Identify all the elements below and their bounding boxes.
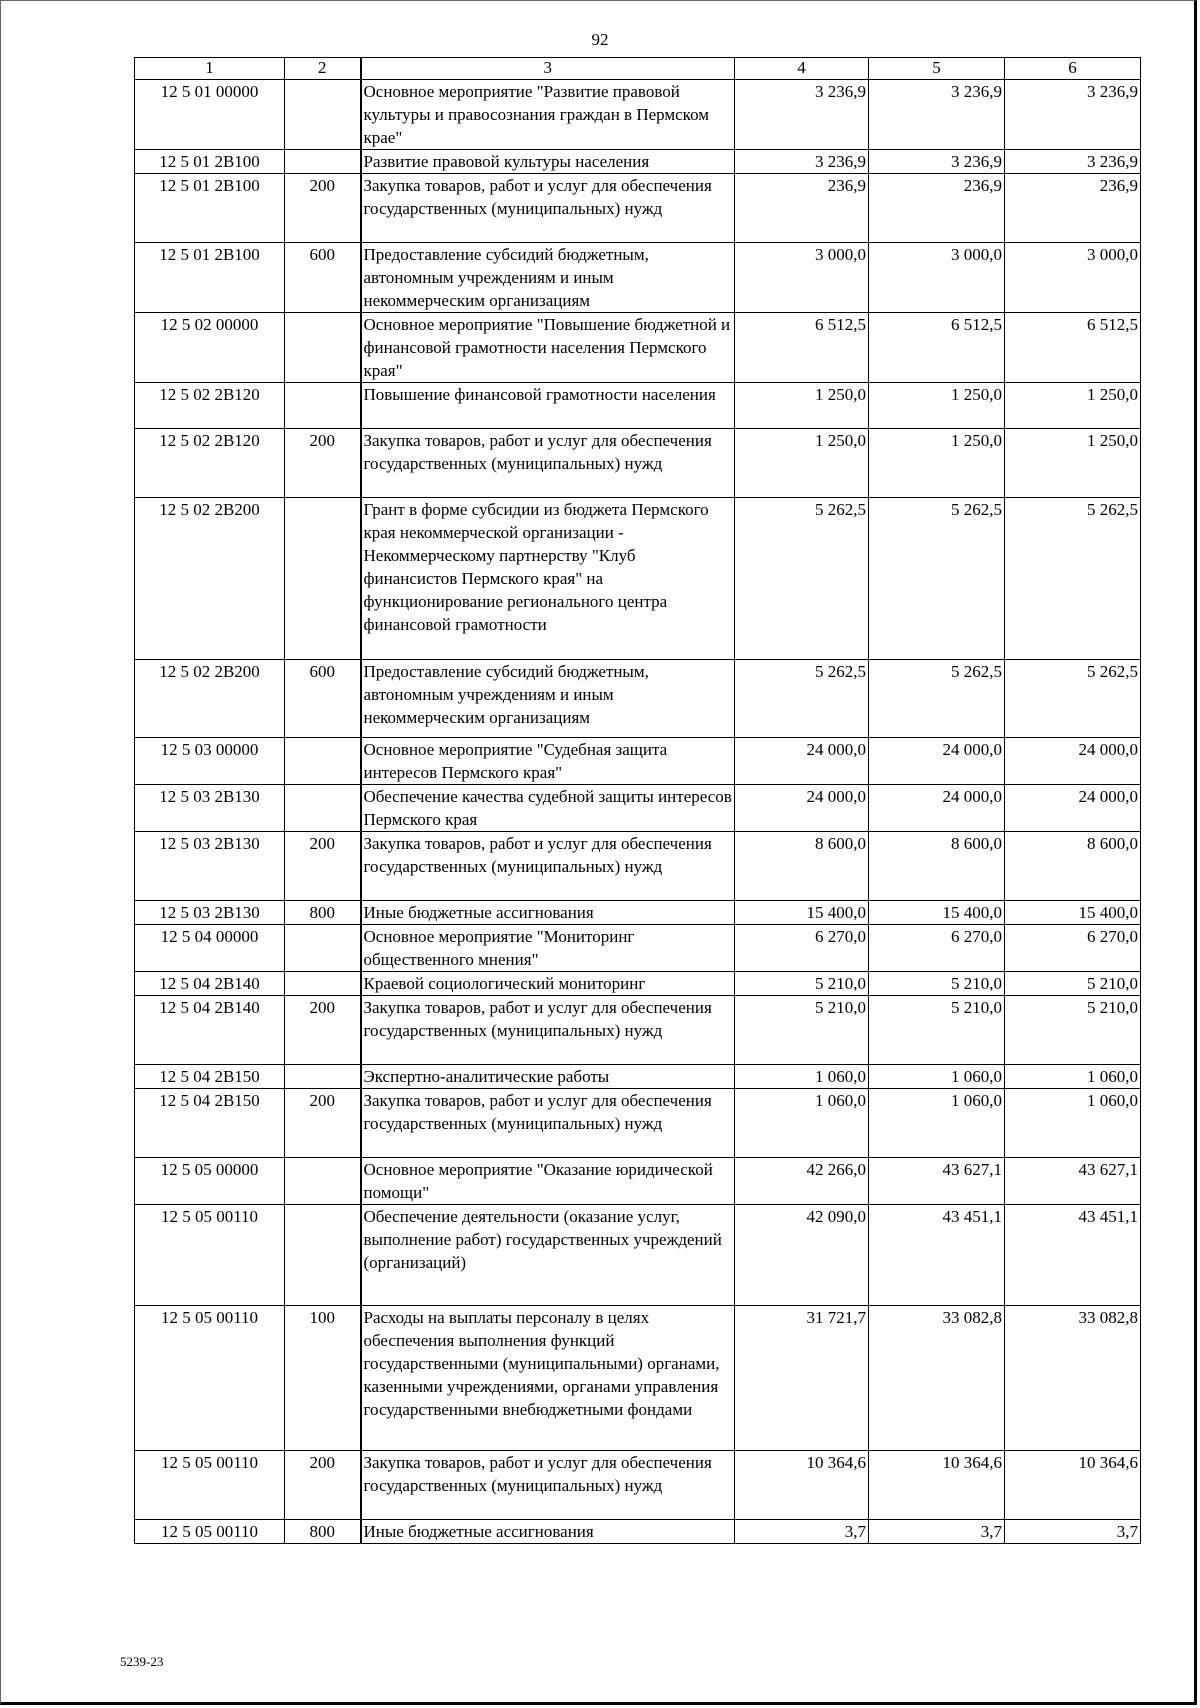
amount-col6-cell: 236,9 — [1005, 174, 1141, 243]
name-cell: Обеспечение качества судебной защиты интересов Пермского края — [361, 785, 735, 832]
amount-col6-cell: 10 364,6 — [1005, 1451, 1141, 1520]
amount-col4-cell: 5 262,5 — [735, 660, 869, 738]
code-cell: 12 5 02 2В200 — [135, 660, 285, 738]
table-row — [135, 429, 1141, 498]
table-row — [135, 738, 1141, 785]
amount-col5-cell: 1 250,0 — [869, 429, 1005, 498]
amount-col5-cell: 3 000,0 — [869, 243, 1005, 313]
table-row — [135, 313, 1141, 383]
amount-col4-cell: 5 210,0 — [735, 972, 869, 996]
expense-type-cell: 200 — [285, 996, 361, 1065]
name-cell: Грант в форме субсидии из бюджета Пермского края некоммерческой организации - Некоммерческому партнерству "Клуб финансистов Пермского края" на функционирование регионального центра финансовой грамотности — [361, 498, 735, 660]
table-header-row — [135, 58, 1141, 80]
amount-col4-cell: 1 060,0 — [735, 1089, 869, 1158]
code-cell: 12 5 02 2В200 — [135, 498, 285, 660]
amount-col4-cell: 1 250,0 — [735, 383, 869, 429]
expense-type-cell — [285, 738, 361, 785]
name-cell: Краевой социологический мониторинг — [361, 972, 735, 996]
expense-type-cell — [285, 313, 361, 383]
table-row — [135, 785, 1141, 832]
amount-col4-cell: 42 090,0 — [735, 1205, 869, 1306]
name-cell: Обеспечение деятельности (оказание услуг, выполнение работ) государственных учреждений (организаций) — [361, 1205, 735, 1306]
code-cell: 12 5 05 00110 — [135, 1520, 285, 1544]
amount-col5-cell: 43 627,1 — [869, 1158, 1005, 1205]
amount-col5-cell: 1 060,0 — [869, 1065, 1005, 1089]
amount-col4-cell: 3,7 — [735, 1520, 869, 1544]
name-cell: Основное мероприятие "Повышение бюджетной и финансовой грамотности населения Пермского края" — [361, 313, 735, 383]
page-number: 92 — [591, 30, 609, 49]
name-cell: Закупка товаров, работ и услуг для обеспечения государственных (муниципальных) нужд — [361, 429, 735, 498]
expense-type-cell — [285, 972, 361, 996]
amount-col5-cell: 3 236,9 — [869, 80, 1005, 150]
document-code: 5239-23 — [120, 1654, 164, 1669]
amount-col6-cell: 8 600,0 — [1005, 832, 1141, 901]
header-cell: 1 — [135, 58, 285, 80]
amount-col4-cell: 1 250,0 — [735, 429, 869, 498]
code-cell: 12 5 05 00110 — [135, 1451, 285, 1520]
amount-col5-cell: 24 000,0 — [869, 738, 1005, 785]
expense-type-cell: 200 — [285, 174, 361, 243]
name-cell: Иные бюджетные ассигнования — [361, 901, 735, 925]
code-cell: 12 5 04 2В150 — [135, 1065, 285, 1089]
table-row — [135, 243, 1141, 313]
amount-col6-cell: 1 060,0 — [1005, 1089, 1141, 1158]
amount-col6-cell: 5 262,5 — [1005, 660, 1141, 738]
table-row — [135, 150, 1141, 174]
amount-col5-cell: 15 400,0 — [869, 901, 1005, 925]
code-cell: 12 5 05 00110 — [135, 1306, 285, 1451]
amount-col6-cell: 43 451,1 — [1005, 1205, 1141, 1306]
code-cell: 12 5 03 2В130 — [135, 901, 285, 925]
expense-type-cell — [285, 1065, 361, 1089]
amount-col5-cell: 33 082,8 — [869, 1306, 1005, 1451]
header-cell: 6 — [1005, 58, 1141, 80]
amount-col5-cell: 43 451,1 — [869, 1205, 1005, 1306]
expense-type-cell — [285, 925, 361, 972]
amount-col5-cell: 1 250,0 — [869, 383, 1005, 429]
table-row — [135, 1451, 1141, 1520]
table-row — [135, 80, 1141, 150]
header-cell: 5 — [869, 58, 1005, 80]
amount-col5-cell: 24 000,0 — [869, 785, 1005, 832]
amount-col6-cell: 43 627,1 — [1005, 1158, 1141, 1205]
code-cell: 12 5 02 2В120 — [135, 429, 285, 498]
amount-col5-cell: 5 262,5 — [869, 498, 1005, 660]
table-row — [135, 1205, 1141, 1306]
amount-col4-cell: 236,9 — [735, 174, 869, 243]
table-row — [135, 996, 1141, 1065]
amount-col6-cell: 1 250,0 — [1005, 429, 1141, 498]
expense-type-cell: 200 — [285, 1089, 361, 1158]
amount-col4-cell: 5 262,5 — [735, 498, 869, 660]
amount-col6-cell: 1 250,0 — [1005, 383, 1141, 429]
expense-type-cell — [285, 383, 361, 429]
amount-col5-cell: 5 210,0 — [869, 972, 1005, 996]
amount-col5-cell: 6 270,0 — [869, 925, 1005, 972]
amount-col5-cell: 10 364,6 — [869, 1451, 1005, 1520]
budget-table — [134, 57, 1141, 1544]
header-cell: 4 — [735, 58, 869, 80]
table-row — [135, 832, 1141, 901]
amount-col4-cell: 15 400,0 — [735, 901, 869, 925]
code-cell: 12 5 04 2В140 — [135, 996, 285, 1065]
code-cell: 12 5 03 2В130 — [135, 832, 285, 901]
code-cell: 12 5 03 2В130 — [135, 785, 285, 832]
amount-col6-cell: 3 000,0 — [1005, 243, 1141, 313]
name-cell: Экспертно-аналитические работы — [361, 1065, 735, 1089]
table-row — [135, 972, 1141, 996]
amount-col5-cell: 1 060,0 — [869, 1089, 1005, 1158]
amount-col4-cell: 8 600,0 — [735, 832, 869, 901]
name-cell: Расходы на выплаты персоналу в целях обеспечения выполнения функций государственными (муниципальными) органами, казенными учреждениями, органами управления государственными внебюджетными фондами — [361, 1306, 735, 1451]
amount-col4-cell: 6 512,5 — [735, 313, 869, 383]
expense-type-cell: 800 — [285, 901, 361, 925]
expense-type-cell: 200 — [285, 832, 361, 901]
amount-col5-cell: 236,9 — [869, 174, 1005, 243]
expense-type-cell: 200 — [285, 429, 361, 498]
code-cell: 12 5 04 00000 — [135, 925, 285, 972]
code-cell: 12 5 01 2В100 — [135, 174, 285, 243]
amount-col4-cell: 5 210,0 — [735, 996, 869, 1065]
amount-col6-cell: 33 082,8 — [1005, 1306, 1141, 1451]
name-cell: Закупка товаров, работ и услуг для обеспечения государственных (муниципальных) нужд — [361, 174, 735, 243]
header-cell: 2 — [285, 58, 361, 80]
code-cell: 12 5 01 2В100 — [135, 150, 285, 174]
amount-col5-cell: 3 236,9 — [869, 150, 1005, 174]
code-cell: 12 5 03 00000 — [135, 738, 285, 785]
code-cell: 12 5 05 00110 — [135, 1205, 285, 1306]
table-row — [135, 174, 1141, 243]
amount-col4-cell: 1 060,0 — [735, 1065, 869, 1089]
table-row — [135, 1089, 1141, 1158]
code-cell: 12 5 04 2В150 — [135, 1089, 285, 1158]
amount-col6-cell: 24 000,0 — [1005, 785, 1141, 832]
expense-type-cell — [285, 80, 361, 150]
expense-type-cell: 600 — [285, 660, 361, 738]
amount-col4-cell: 31 721,7 — [735, 1306, 869, 1451]
name-cell: Повышение финансовой грамотности населения — [361, 383, 735, 429]
amount-col4-cell: 24 000,0 — [735, 738, 869, 785]
expense-type-cell — [285, 498, 361, 660]
code-cell: 12 5 02 2В120 — [135, 383, 285, 429]
amount-col4-cell: 24 000,0 — [735, 785, 869, 832]
amount-col4-cell: 3 236,9 — [735, 80, 869, 150]
amount-col5-cell: 3,7 — [869, 1520, 1005, 1544]
amount-col6-cell: 5 210,0 — [1005, 996, 1141, 1065]
expense-type-cell: 200 — [285, 1451, 361, 1520]
amount-col6-cell: 5 210,0 — [1005, 972, 1141, 996]
expense-type-cell — [285, 1205, 361, 1306]
name-cell: Предоставление субсидий бюджетным, автономным учреждениям и иным некоммерческим организациям — [361, 243, 735, 313]
code-cell: 12 5 04 2В140 — [135, 972, 285, 996]
name-cell: Закупка товаров, работ и услуг для обеспечения государственных (муниципальных) нужд — [361, 1089, 735, 1158]
amount-col4-cell: 3 236,9 — [735, 150, 869, 174]
name-cell: Основное мероприятие "Развитие правовой культуры и правосознания граждан в Пермском крае" — [361, 80, 735, 150]
amount-col5-cell: 5 210,0 — [869, 996, 1005, 1065]
amount-col4-cell: 42 266,0 — [735, 1158, 869, 1205]
table-row — [135, 1520, 1141, 1544]
expense-type-cell: 600 — [285, 243, 361, 313]
amount-col6-cell: 3,7 — [1005, 1520, 1141, 1544]
code-cell: 12 5 01 00000 — [135, 80, 285, 150]
amount-col5-cell: 6 512,5 — [869, 313, 1005, 383]
expense-type-cell: 100 — [285, 1306, 361, 1451]
code-cell: 12 5 01 2В100 — [135, 243, 285, 313]
amount-col5-cell: 5 262,5 — [869, 660, 1005, 738]
name-cell: Основное мероприятие "Оказание юридической помощи" — [361, 1158, 735, 1205]
amount-col4-cell: 3 000,0 — [735, 243, 869, 313]
name-cell: Закупка товаров, работ и услуг для обеспечения государственных (муниципальных) нужд — [361, 996, 735, 1065]
amount-col5-cell: 8 600,0 — [869, 832, 1005, 901]
amount-col4-cell: 6 270,0 — [735, 925, 869, 972]
table-row — [135, 901, 1141, 925]
amount-col6-cell: 6 512,5 — [1005, 313, 1141, 383]
name-cell: Закупка товаров, работ и услуг для обеспечения государственных (муниципальных) нужд — [361, 1451, 735, 1520]
expense-type-cell: 800 — [285, 1520, 361, 1544]
amount-col6-cell: 3 236,9 — [1005, 80, 1141, 150]
code-cell: 12 5 02 00000 — [135, 313, 285, 383]
table-row — [135, 1065, 1141, 1089]
code-cell: 12 5 05 00000 — [135, 1158, 285, 1205]
amount-col6-cell: 6 270,0 — [1005, 925, 1141, 972]
name-cell: Предоставление субсидий бюджетным, автономным учреждениям и иным некоммерческим организациям — [361, 660, 735, 738]
amount-col6-cell: 3 236,9 — [1005, 150, 1141, 174]
name-cell: Развитие правовой культуры населения — [361, 150, 735, 174]
table-row — [135, 1306, 1141, 1451]
expense-type-cell — [285, 1158, 361, 1205]
header-cell: 3 — [361, 58, 735, 80]
name-cell: Иные бюджетные ассигнования — [361, 1520, 735, 1544]
name-cell: Основное мероприятие "Мониторинг общественного мнения" — [361, 925, 735, 972]
amount-col4-cell: 10 364,6 — [735, 1451, 869, 1520]
table-row — [135, 925, 1141, 972]
amount-col6-cell: 24 000,0 — [1005, 738, 1141, 785]
amount-col6-cell: 1 060,0 — [1005, 1065, 1141, 1089]
amount-col6-cell: 5 262,5 — [1005, 498, 1141, 660]
table-row — [135, 660, 1141, 738]
table-row — [135, 498, 1141, 660]
name-cell: Закупка товаров, работ и услуг для обеспечения государственных (муниципальных) нужд — [361, 832, 735, 901]
name-cell: Основное мероприятие "Судебная защита интересов Пермского края" — [361, 738, 735, 785]
table-row — [135, 1158, 1141, 1205]
expense-type-cell — [285, 785, 361, 832]
amount-col6-cell: 15 400,0 — [1005, 901, 1141, 925]
table-row — [135, 383, 1141, 429]
expense-type-cell — [285, 150, 361, 174]
